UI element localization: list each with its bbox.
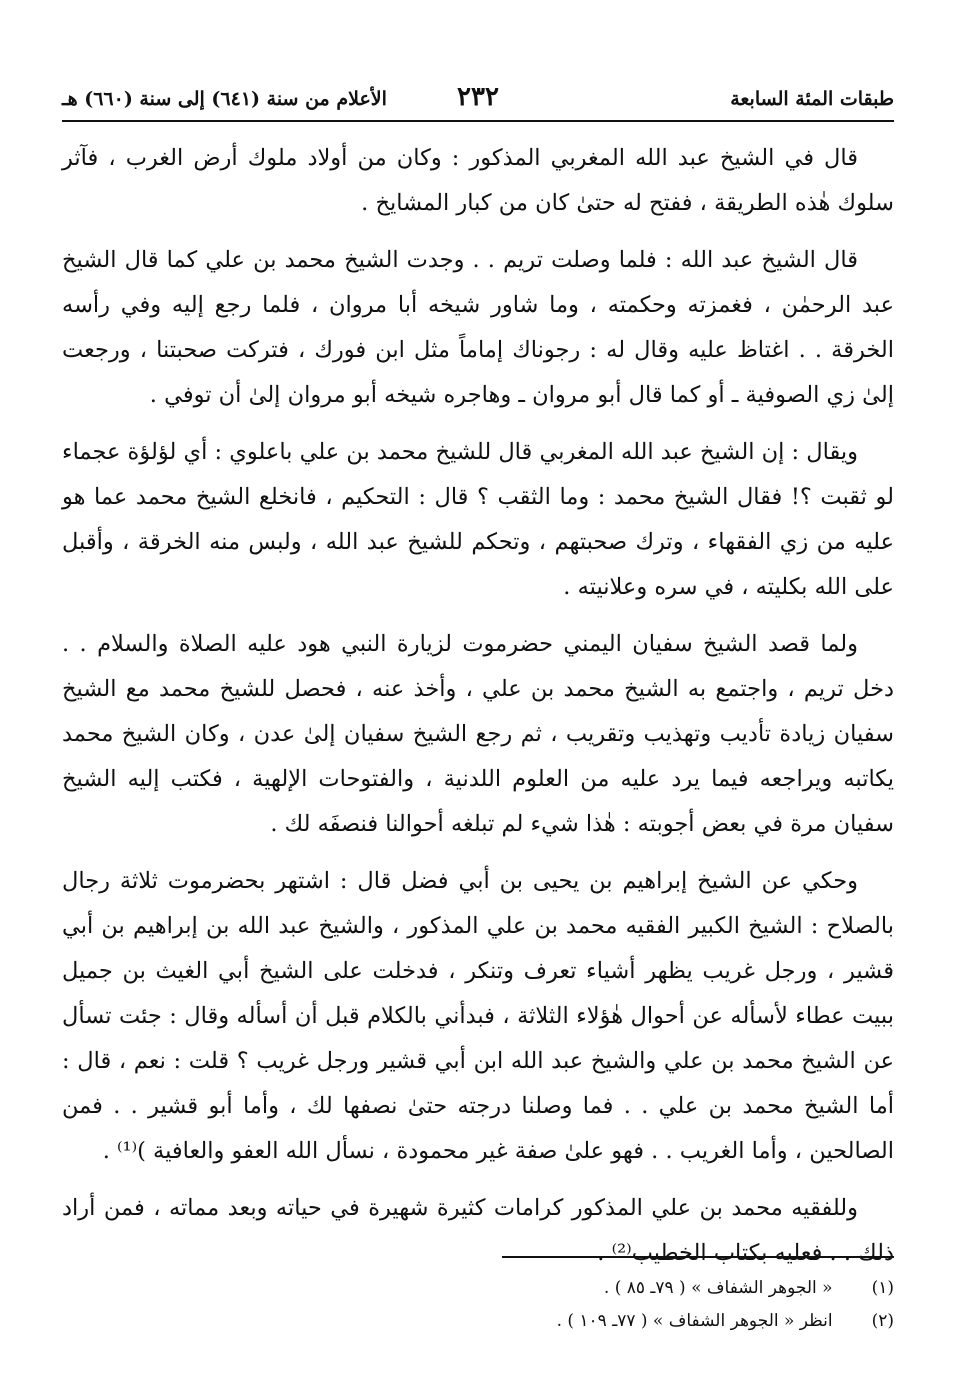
- paragraph: ويقال : إن الشيخ عبد الله المغربي قال للشيخ محمد بن علي باعلوي : أي لؤلؤة عجماء لو ثقبت ؟! فقال الشيخ محمد : وما الثقب ؟ قال : التحكيم ، فانخلع الشيخ محمد عما هو عليه من زي الفقهاء ، وترك صحبتهم ، وتحكم للشيخ عبد الله ، ولبس منه الخرقة ، وأقبل على الله بكليته ، في سره وعلانيته .: [62, 439, 894, 600]
- footnote-text: « الجوهر الشفاف » ( ٧٩ـ ٨٥ ) .: [603, 1278, 833, 1298]
- footnote-number: (١): [871, 1278, 894, 1298]
- footnote-number: (٢): [871, 1311, 894, 1331]
- paragraph: وللفقيه محمد بن علي المذكور كرامات كثيرة شهيرة في حياته وبعد مماته ، فمن أراد ذلك . . فعليه بكتاب الخطيب⁽²⁾ .: [62, 1195, 894, 1266]
- footnote-separator: [502, 1256, 894, 1258]
- paragraph: قال الشيخ عبد الله : فلما وصلت تريم . . وجدت الشيخ محمد بن علي كما قال الشيخ عبد الرحمٰن ، فغمزته وحكمته ، وما شاور شيخه أبا مروان ، فلما رجع إليه وفي رأسه الخرقة . . اغتاظ عليه وقال له : رجوناك إماماً مثل ابن فورك ، فتركت صحبتنا ، ورجعت إلىٰ زي الصوفية ـ أو كما قال أبو مروان ـ وهاجره شيخه أبو مروان إلىٰ أن توفي .: [62, 247, 894, 408]
- paragraph: قال في الشيخ عبد الله المغربي المذكور : وكان من أولاد ملوك أرض الغرب ، فآثر سلوك هٰذه الطريقة ، ففتح له حتىٰ كان من كبار المشايخ .: [62, 145, 894, 216]
- header-era-range: الأعلام من سنة (٦٤١) إلى سنة (٦٦٠) هـ: [62, 88, 387, 110]
- header-section-title: طبقات المئة السابعة: [730, 88, 894, 110]
- main-text: [62, 136, 894, 1288]
- running-header: [62, 82, 894, 122]
- page-number: ٢٣٢: [457, 82, 499, 112]
- footnote-text: انظر « الجوهر الشفاف » ( ٧٧ـ ١٠٩ ) .: [556, 1311, 833, 1331]
- paragraph: وحكي عن الشيخ إبراهيم بن يحيى بن أبي فضل قال : اشتهر بحضرموت ثلاثة رجال بالصلاح : الشيخ الكبير الفقيه محمد بن علي المذكور ، والشيخ عبد الله بن إبراهيم بن أبي قشير ، ورجل غريب يظهر أشياء تعرف وتنكر ، فدخلت على الشيخ أبي الغيث بن جميل ببيت عطاء لأسأله عن أحوال هٰؤلاء الثلاثة ، فبدأني بالكلام قبل أن أسأله وقال : جئت تسأل عن الشيخ محمد بن علي والشيخ عبد الله ابن أبي قشير ورجل غريب ؟ قلت : نعم ، قال : أما الشيخ محمد بن علي . . فما وصلنا درجته حتىٰ نصفها لك ، وأما أبو قشير . . فمن الصالحين ، وأما الغريب . . فهو علىٰ صفة غير محمودة ، نسأل الله العفو والعافية )⁽¹⁾ .: [62, 868, 894, 1164]
- paragraph: ولما قصد الشيخ سفيان اليمني حضرموت لزيارة النبي هود عليه الصلاة والسلام . . دخل تريم ، واجتمع به الشيخ محمد بن علي ، وأخذ عنه ، فحصل للشيخ محمد مع الشيخ سفيان زيادة تأديب وتهذيب وتقريب ، ثم رجع الشيخ سفيان إلىٰ عدن ، وكان الشيخ محمد يكاتبه ويراجعه فيما يرد عليه من العلوم اللدنية ، والفتوحات الإلهية ، فكتب إليه الشيخ سفيان مرة في بعض أجوبته : هٰذا شيء لم تبلغه أحوالنا فنصفَه لك .: [62, 631, 894, 837]
- footnote: [62, 1272, 894, 1305]
- footnote: [62, 1305, 894, 1338]
- footnotes: [62, 1272, 894, 1338]
